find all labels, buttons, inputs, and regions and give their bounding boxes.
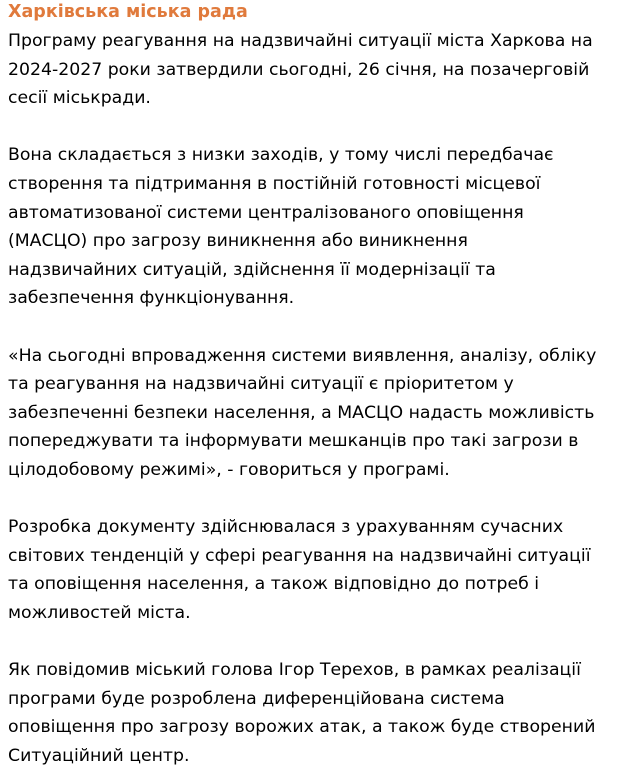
post-paragraph-4 xyxy=(8,513,620,627)
post-paragraph-1 xyxy=(8,27,620,113)
text-line: цілодобовому режимі», - говориться у програмі. xyxy=(8,459,450,480)
paragraph-gap xyxy=(8,313,620,342)
text-line: світових тенденцій у сфері реагування на надзвичайні ситуації xyxy=(8,545,591,566)
text-line: 2024-2027 роки затвердили сьогодні, 26 січня, на позачерговій xyxy=(8,59,590,80)
text-line: створення та підтримання в постійній готовності місцевої xyxy=(8,173,541,194)
paragraph-gap xyxy=(8,485,620,514)
text-line: та оповіщення населення, а також відповідно до потреб і xyxy=(8,574,540,595)
text-line: Розробка документу здійснювалася з урахуванням сучасних xyxy=(8,517,564,538)
text-line: забезпечення функціонування. xyxy=(8,288,295,309)
text-line: надзвичайних ситуацій, здійснення її модернізації та xyxy=(8,259,496,280)
text-line: оповіщення про загрозу ворожих атак, а також буде створений xyxy=(8,717,596,738)
text-line: програми буде розроблена диференційована система xyxy=(8,688,505,709)
text-line: та реагування на надзвичайні ситуації є пріоритетом у xyxy=(8,374,514,395)
text-line: автоматизованої системи централізованого оповіщення xyxy=(8,202,524,223)
text-line: Як повідомив міський голова Ігор Терехов, в рамках реалізації xyxy=(8,660,581,681)
message-bubble xyxy=(8,0,620,770)
text-line: Вона складається з низки заходів, у тому числі передбачає xyxy=(8,145,554,166)
paragraph-gap xyxy=(8,113,620,142)
text-line: Програму реагування на надзвичайні ситуації міста Харкова на xyxy=(8,31,593,51)
text-line: забезпеченні безпеки населення, а МАСЦО надасть можливість xyxy=(8,402,595,423)
text-line: (МАСЦО) про загрозу виникнення або виникнення xyxy=(8,231,468,252)
text-line: сесії міськради. xyxy=(8,88,151,109)
text-line: можливостей міста. xyxy=(8,602,191,623)
post-paragraph-3 xyxy=(8,342,620,485)
text-line: Ситуаційний центр. xyxy=(8,745,190,766)
paragraph-gap xyxy=(8,627,620,656)
post-paragraph-5 xyxy=(8,656,620,770)
channel-name[interactable]: Харківська міська рада xyxy=(8,2,248,22)
post-paragraph-2 xyxy=(8,141,620,313)
text-line: попереджувати та інформувати мешканців про такі загрози в xyxy=(8,431,579,452)
text-line: «На сьогодні впровадження системи виявлення, аналізу, обліку xyxy=(8,345,597,366)
